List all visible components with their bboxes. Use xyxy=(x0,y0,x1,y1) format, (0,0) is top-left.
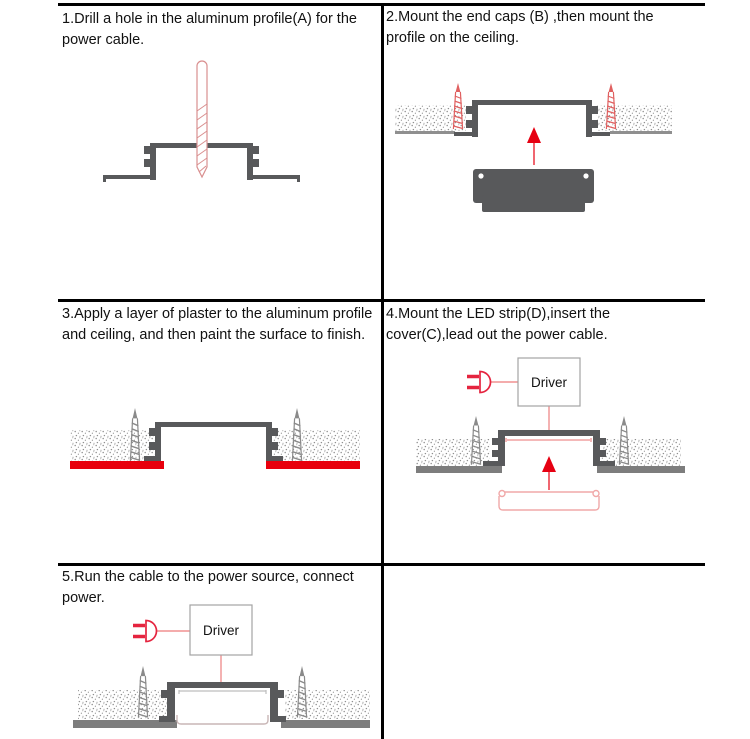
step3-diagram xyxy=(60,395,370,480)
ceiling-bar xyxy=(281,720,370,728)
up-arrow-icon xyxy=(542,456,556,490)
ceiling-bar xyxy=(597,466,685,473)
power-plug-icon xyxy=(133,621,157,642)
step3-caption: 3.Apply a layer of plaster to the aluminum profile and ceiling, and then paint the surface to finish. xyxy=(62,306,373,343)
step4-caption: 4.Mount the LED strip(D),insert the cover(C),lead out the power cable. xyxy=(386,306,611,343)
step2-caption: 2.Mount the end caps (B) ,then mount the profile on the ceiling. xyxy=(386,9,654,46)
driver-box xyxy=(190,605,252,655)
cover-profile xyxy=(499,491,599,511)
diffuser-line xyxy=(179,690,266,694)
step5-diagram xyxy=(70,598,380,739)
ceiling-edge xyxy=(395,131,455,134)
aluminum-profile xyxy=(144,422,283,461)
step5-caption: 5.Run the cable to the power source, connect power. xyxy=(62,569,354,606)
ceiling-edge xyxy=(610,131,672,134)
aluminum-profile xyxy=(454,100,610,137)
up-arrow-icon xyxy=(527,127,541,165)
step1-diagram xyxy=(60,55,350,230)
driver-label: Driver xyxy=(531,375,567,390)
step4-diagram xyxy=(395,350,695,515)
power-plug-icon xyxy=(467,372,491,393)
drill-bit-icon xyxy=(197,61,207,177)
led-strip xyxy=(506,438,591,442)
ceiling-hatch xyxy=(273,430,360,461)
table-divider-vertical xyxy=(381,3,384,739)
driver-label: Driver xyxy=(203,623,239,638)
aluminum-profile xyxy=(159,682,286,722)
plaster-layer xyxy=(266,461,360,469)
end-cap xyxy=(473,169,594,212)
ceiling-bar xyxy=(416,466,502,473)
cover-profile xyxy=(177,715,268,724)
driver-box xyxy=(518,358,580,406)
ceiling-hatch xyxy=(78,690,167,719)
plaster-layer xyxy=(70,461,164,469)
ceiling-hatch xyxy=(70,430,157,461)
step1-caption: 1.Drill a hole in the aluminum profile(A) for the power cable. xyxy=(62,11,357,48)
step2-diagram xyxy=(390,75,690,220)
